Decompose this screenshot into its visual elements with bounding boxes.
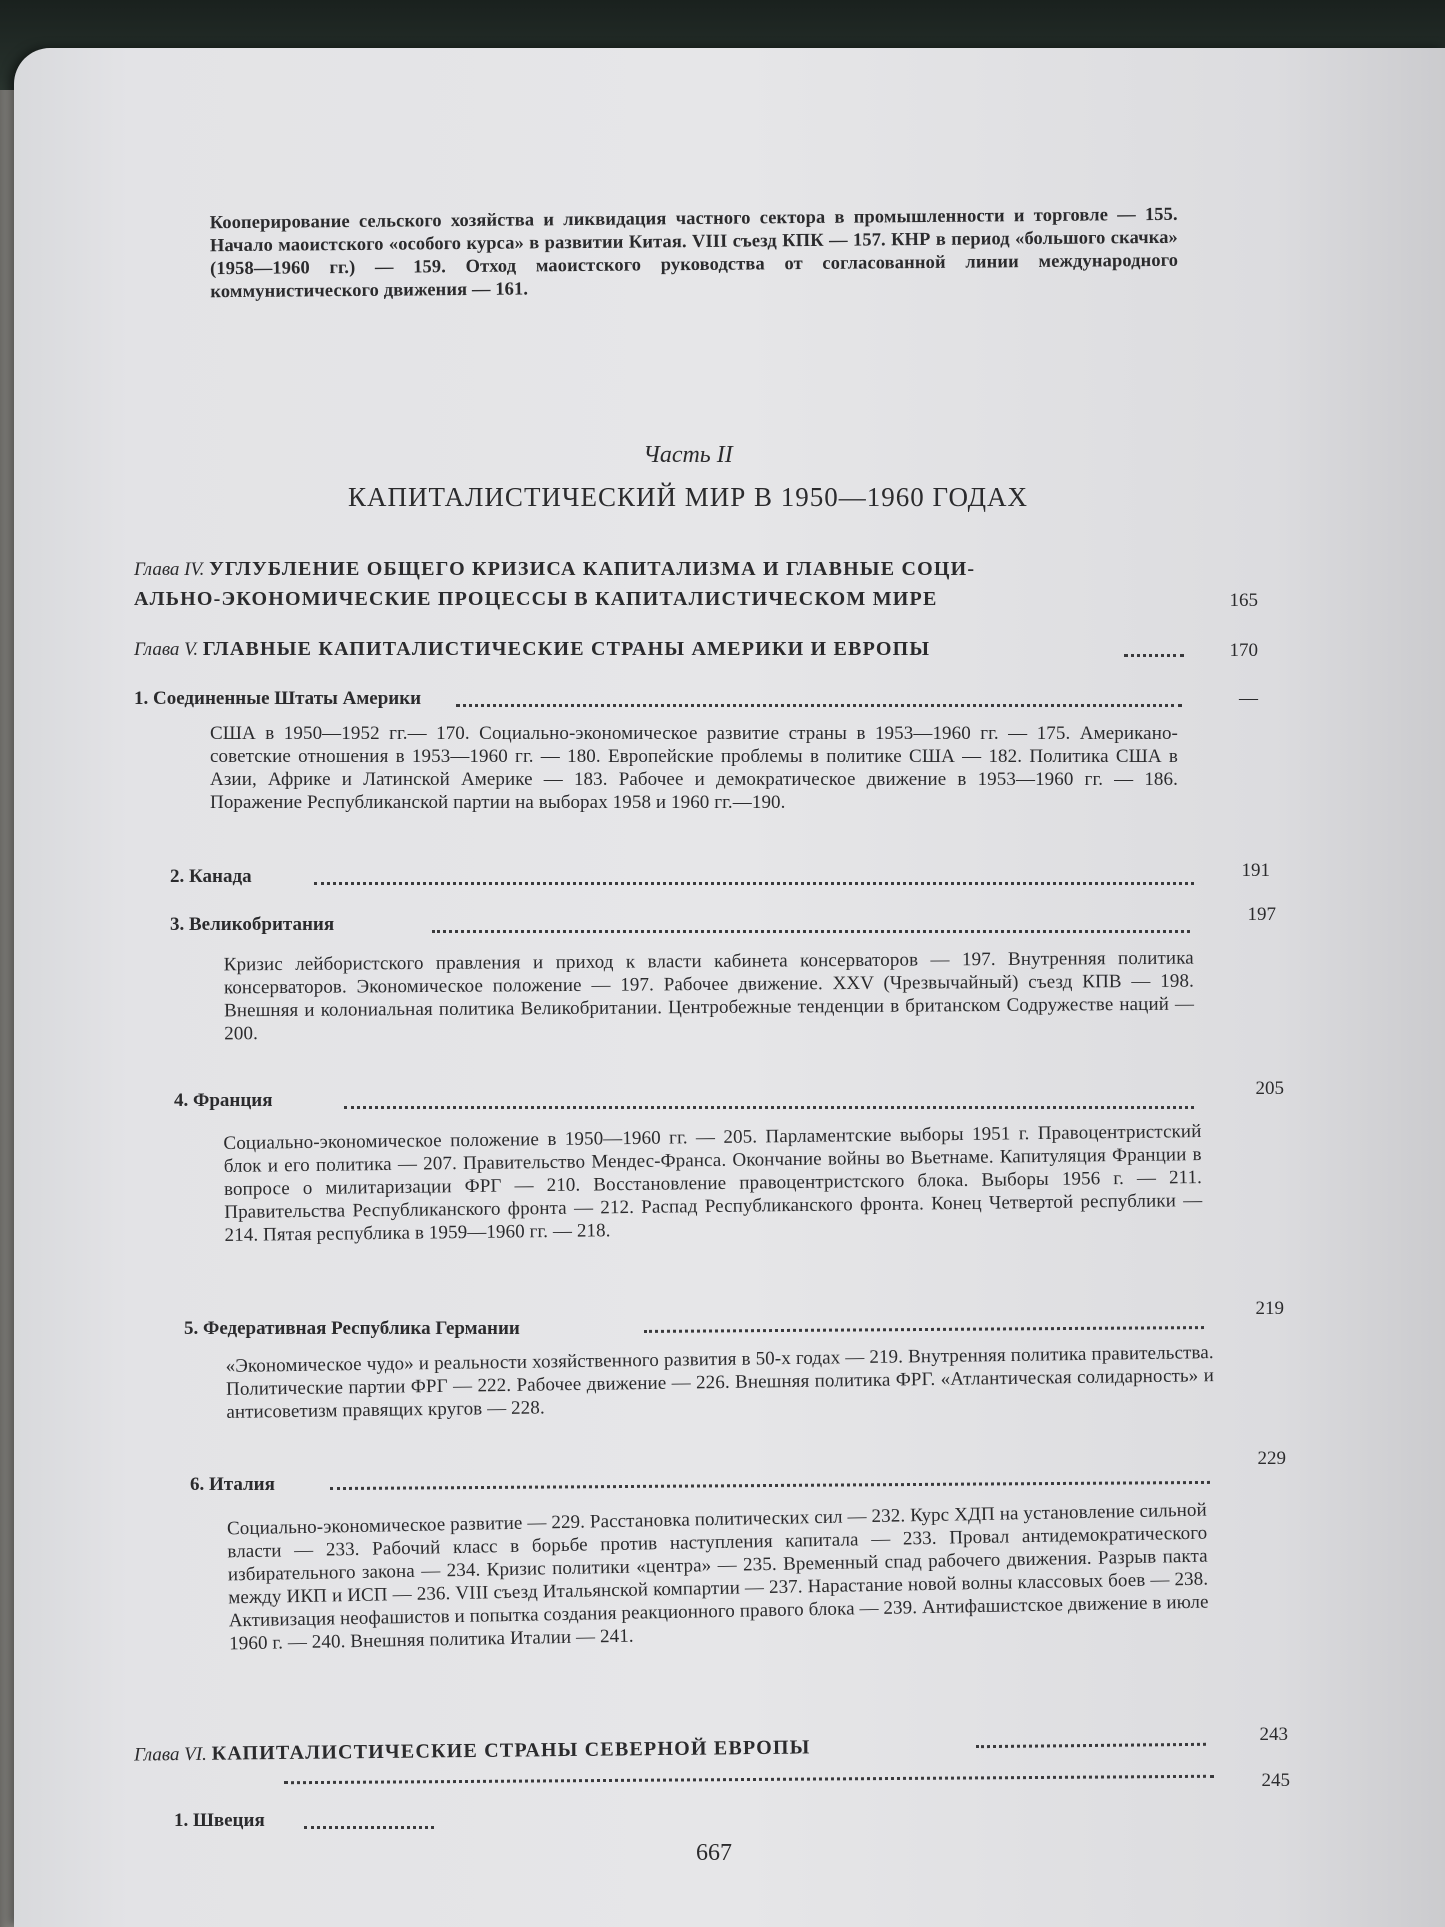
section-usa-leader <box>456 704 1182 707</box>
section-frg-leader <box>644 1326 1204 1333</box>
section-frg-page: 219 <box>1255 1298 1284 1319</box>
section-sweden-page: 245 <box>1261 1770 1290 1791</box>
chapter-4-title-line1: УГЛУБЛЕНИЕ ОБЩЕГО КРИЗИСА КАПИТАЛИЗМА И ГЛАВНЫЕ СОЦИ- <box>209 558 976 580</box>
page-stack-edge <box>0 90 14 1927</box>
section-italy-leader <box>330 1481 1210 1490</box>
chapter-5-line[interactable] <box>134 638 930 661</box>
section-italy-num: 6. <box>190 1474 205 1495</box>
section-uk-page: 197 <box>1247 904 1276 925</box>
section-sweden-leader <box>304 1826 434 1829</box>
chapter-6-leader <box>976 1743 1206 1748</box>
section-italy-title: Италия <box>209 1474 275 1495</box>
section-france-num: 4. <box>174 1090 189 1111</box>
chapter-6-page: 243 <box>1259 1724 1288 1745</box>
chapter-5-page: 170 <box>1229 640 1258 661</box>
intro-paragraph: Кооперирование сельского хозяйства и ликвидация частного сектора в промышленности и торговле — 155. Начало маоистского «особого курса» в развитии Китая. VIII съезд КПК — 157. КНР в период «большого скачка» (1958—1960 гг.) — 159. Отход маоистского руководства от согласованной линии международного коммунистического движения — 161. <box>209 204 1179 303</box>
section-france-leader <box>344 1106 1194 1109</box>
chapter-4-line1[interactable] <box>134 558 975 581</box>
section-usa-line[interactable] <box>134 688 421 710</box>
section-canada-title: Канада <box>189 866 252 887</box>
chapter-6-line[interactable] <box>134 1736 811 1766</box>
section-uk-title: Великобритания <box>189 914 335 935</box>
chapter-4-line2[interactable] <box>134 588 937 611</box>
section-usa-title: Соединенные Штаты Америки <box>153 688 422 709</box>
section-usa-num: 1. <box>134 688 149 709</box>
section-uk-line[interactable] <box>170 914 334 936</box>
section-italy-text: Социально-экономическое развитие — 229. Расстановка политических сил — 232. Курс ХДП на установление сильной власти — 233. Рабочий класс в борьбе против наступления капитала — 233. Провал антидемократического избирательного закона — 234. Кризис политики «центра» — 235. Временный спад рабочего движения. Разрыв пакта между ИКП и ИСП — 236. VIII съезд Итальянской компартии — 237. Нарастание новой волны классовых боев — 238. Активизация неофашистов и попытка создания реакционного правого блока — 239. Антифашистское движение в июле 1960 г. — 240. Внешняя политика Италии — 241. <box>226 1499 1209 1655</box>
chapter-6-title: КАПИТАЛИСТИЧЕСКИЕ СТРАНЫ СЕВЕРНОЙ ЕВРОПЫ <box>211 1736 811 1765</box>
chapter-5-label: Глава V. <box>134 639 199 660</box>
section-frg-title: Федеративная Республика Германии <box>203 1318 520 1339</box>
section-canada-page: 191 <box>1241 860 1270 881</box>
section-frg-line[interactable] <box>184 1318 520 1340</box>
book-page <box>14 48 1445 1927</box>
section-france-page: 205 <box>1255 1078 1284 1099</box>
chapter-6-leader-2 <box>284 1775 1214 1784</box>
section-canada-leader <box>314 882 1194 885</box>
section-frg-text: «Экономическое чудо» и реальности хозяйственного развития в 50-х годах — 219. Внутренняя политика правительства. Политические партии ФРГ — 222. Рабочее движение — 226. Внешняя политика ФРГ. «Атлантическая солидарность» и антисоветизм правящих кругов — 228. <box>225 1342 1215 1423</box>
section-uk-num: 3. <box>170 914 185 935</box>
section-canada-num: 2. <box>170 866 185 887</box>
section-uk-leader <box>432 930 1190 933</box>
part-label: Часть II <box>643 442 733 468</box>
section-canada-line[interactable] <box>170 866 252 888</box>
section-usa-page: — <box>1239 688 1258 709</box>
section-frg-num: 5. <box>184 1318 199 1339</box>
section-sweden-line[interactable] <box>174 1810 265 1832</box>
section-sweden-num: 1. <box>174 1810 189 1831</box>
section-italy-page: 229 <box>1257 1448 1286 1469</box>
chapter-4-title-line2: АЛЬНО-ЭКОНОМИЧЕСКИЕ ПРОЦЕССЫ В КАПИТАЛИСТИЧЕСКОМ МИРЕ <box>134 588 938 610</box>
section-france-title: Франция <box>193 1090 273 1111</box>
section-france-line[interactable] <box>174 1090 273 1112</box>
section-usa-text: США в 1950—1952 гг.— 170. Социально-экономическое развитие страны в 1953—1960 гг. — 175. Американо-советские отношения в 1953—1960 гг. — 180. Европейские проблемы в политике США — 182. Политика США в Азии, Африке и Латинской Америке — 183. Рабочее и демократическое движение в 1953—1960 гг. — 186. Поражение Республиканской партии на выборах 1958 и 1960 гг.—190. <box>210 723 1178 813</box>
page-number: 667 <box>696 1840 732 1866</box>
chapter-6-label: Глава VI. <box>133 1743 207 1766</box>
chapter-4-page: 165 <box>1229 590 1258 611</box>
section-sweden-title: Швеция <box>193 1810 265 1831</box>
section-france-text: Социально-экономическое положение в 1950—1960 гг. — 205. Парламентские выборы 1951 г. Правоцентристский блок и его политика — 207. Правительство Мендес-Франса. Окончание войны во Вьетнаме. Капитуляция Франции в вопросе о милитаризации ФРГ — 210. Восстановление правоцентристского блока. Выборы 1956 г. — 211. Правительства Республиканского фронта — 212. Распад Республиканского фронта. Конец Четвертой республики — 214. Пятая республика в 1959—1960 гг. — 218. <box>223 1121 1203 1246</box>
chapter-4-label: Глава IV. <box>134 559 205 580</box>
part-title: КАПИТАЛИСТИЧЕСКИЙ МИР В 1950—1960 ГОДАХ <box>347 482 1029 512</box>
chapter-5-leader <box>1124 654 1184 657</box>
section-italy-line[interactable] <box>190 1474 275 1496</box>
toc-content <box>14 48 1445 1927</box>
chapter-5-title: ГЛАВНЫЕ КАПИТАЛИСТИЧЕСКИЕ СТРАНЫ АМЕРИКИ И ЕВРОПЫ <box>202 638 931 660</box>
section-uk-text: Кризис лейбористского правления и приход к власти кабинета консерваторов — 197. Внутренняя политика консерваторов. Экономическое положение — 197. Рабочее движение. XXV (Чрезвычайный) съезд КПВ — 198. Внешняя и колониальная политика Великобритании. Центробежные тенденции в британском Содружестве наций — 200. <box>223 947 1195 1045</box>
